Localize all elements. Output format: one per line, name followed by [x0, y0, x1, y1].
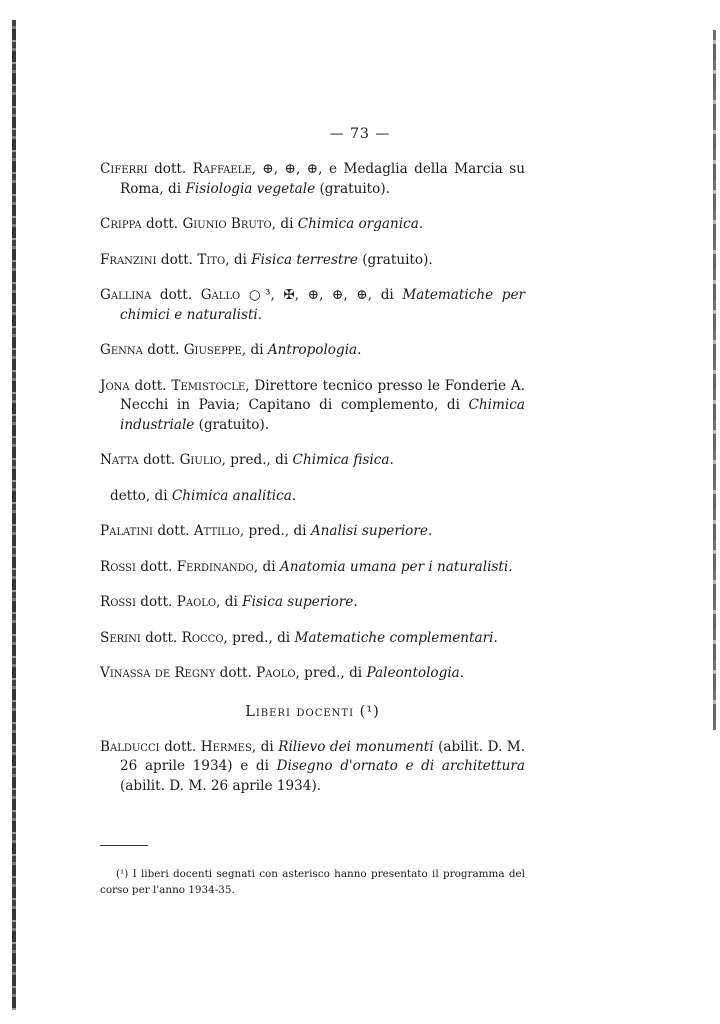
entry-text: , pred., di: [295, 665, 367, 681]
surname: Natta: [100, 452, 139, 468]
entry-suffix: .: [459, 665, 465, 681]
subject: Chimica analitica: [171, 487, 292, 504]
faculty-entry: [100, 251, 525, 271]
faculty-entry: [100, 160, 525, 199]
subject: Chimica organica: [297, 216, 419, 232]
given-name: Tito: [197, 251, 226, 268]
faculty-entry: [100, 451, 525, 471]
entry-text: , di: [241, 342, 268, 358]
entry-text: , ⊕, ⊕, ⊕, e Medaglia della Marcia su Roma, di: [120, 161, 525, 197]
honorific: dott.: [147, 342, 180, 358]
given-name: Giuseppe: [183, 342, 242, 358]
honorific: dott.: [143, 452, 176, 468]
entry-text: , pred., di: [221, 452, 293, 468]
entry-text: detto, di: [110, 487, 172, 504]
subject: Fisiologia vegetale: [185, 180, 316, 197]
honorific: dott.: [134, 377, 167, 394]
honorific: dott.: [140, 594, 173, 610]
faculty-entry: [100, 522, 525, 542]
faculty-entry: [100, 341, 525, 361]
honorific: dott.: [219, 665, 252, 681]
surname: Jona: [100, 377, 130, 394]
faculty-entry: [100, 215, 525, 235]
subject: Analisi superiore: [310, 523, 428, 539]
honorific: dott.: [140, 558, 173, 575]
subject: Matematiche per chimici e naturalisti: [120, 287, 525, 323]
faculty-entry: [100, 558, 525, 578]
surname: Gallina: [100, 287, 152, 303]
faculty-entry: [100, 377, 525, 436]
given-name: Raffaele: [192, 161, 252, 177]
surname: Rossi: [100, 594, 136, 610]
entry-suffix: (gratuito).: [194, 416, 270, 433]
subject: Rilievo dei monumenti: [278, 738, 434, 755]
given-name: Ferdinando: [176, 558, 254, 575]
entry-suffix: (abilit. D. M. 26 aprile 1934).: [120, 777, 322, 794]
honorific: dott.: [159, 287, 193, 303]
entry-suffix: .: [493, 629, 498, 646]
given-name: Paolo: [176, 594, 217, 610]
honorific: dott.: [160, 251, 194, 268]
surname: Ciferri: [100, 161, 148, 177]
entry-suffix: .: [427, 523, 433, 539]
surname: Franzini: [100, 251, 157, 268]
faculty-entry: [100, 664, 525, 684]
surname: Palatini: [100, 523, 154, 539]
faculty-list: [100, 160, 525, 796]
entry-suffix: .: [357, 342, 362, 358]
entry-text: , di: [251, 738, 279, 755]
entry-suffix: .: [508, 558, 513, 575]
given-name: Paolo: [256, 665, 296, 681]
faculty-entry: [100, 738, 525, 797]
entry-suffix: .: [353, 594, 358, 610]
surname: Balducci: [100, 738, 160, 755]
given-name: Gallo: [200, 287, 241, 303]
subject: Antropologia: [267, 342, 358, 358]
entry-text: , Direttore tecnico presso le Fonderie A. Necchi in Pavia; Capitano di complemento, di: [120, 377, 526, 413]
entry-suffix: .: [418, 216, 424, 232]
given-name: Rocco: [181, 629, 224, 646]
surname: Genna: [100, 342, 143, 358]
page-number: — 73 —: [329, 126, 391, 142]
surname: Crippa: [100, 216, 142, 232]
subject: Chimica industriale: [120, 397, 525, 433]
section-heading: Liberi docenti (¹): [245, 703, 380, 720]
liberi-docenti-list: [100, 738, 525, 797]
entry-text: , di: [253, 558, 280, 575]
honorific: dott.: [164, 738, 197, 755]
entry-text: , pred., di: [239, 523, 311, 539]
subject: Anatomia umana per i naturalisti: [279, 558, 509, 575]
given-name: Temistocle: [171, 377, 246, 394]
entry-suffix: (gratuito).: [315, 180, 390, 197]
honorific: dott.: [157, 523, 190, 539]
faculty-entry: [100, 593, 525, 613]
scan-edge-left: [12, 20, 16, 1010]
subject: Chimica fisica: [292, 452, 390, 468]
subject: Disegno d'ornato e di architettura: [276, 758, 525, 774]
entry-suffix: (gratuito).: [357, 251, 433, 268]
honorific: dott.: [145, 629, 178, 646]
footnote-rule: [100, 845, 148, 846]
faculty-entry-detto: [100, 487, 525, 507]
entry-suffix: .: [257, 306, 263, 323]
honorific: dott.: [154, 161, 187, 177]
given-name: Attilio: [193, 523, 240, 539]
entry-text: (abilit. D. M. 26 aprile 1934) e di: [120, 738, 526, 774]
given-name: Giunio Bruto: [182, 216, 272, 232]
footnote: (¹) I liberi docenti segnati con asterisco hanno presentato il programma del corso per l'anno 1934-35.: [100, 868, 525, 896]
entry-suffix: .: [389, 452, 394, 468]
entry-text: ○³, ✠, ⊕, ⊕, ⊕, di: [240, 287, 403, 303]
entry-text: , di: [216, 594, 243, 610]
surname: Rossi: [100, 558, 136, 575]
subject: Matematiche complementari: [294, 629, 494, 646]
surname: Serini: [100, 629, 141, 646]
entry-suffix: .: [291, 487, 297, 504]
faculty-entry: [100, 286, 525, 325]
entry-text: , di: [271, 216, 298, 232]
subject: Fisica superiore: [242, 594, 354, 610]
entry-text: , di: [225, 251, 252, 268]
surname: Vinassa de Regny: [100, 665, 216, 681]
entry-text: , pred., di: [223, 629, 295, 646]
given-name: Hermes: [200, 738, 252, 755]
faculty-entry: [100, 629, 525, 649]
honorific: dott.: [145, 216, 179, 232]
subject: Fisica terrestre: [251, 251, 358, 268]
subject: Paleontologia: [366, 665, 460, 681]
given-name: Giulio: [179, 452, 222, 468]
